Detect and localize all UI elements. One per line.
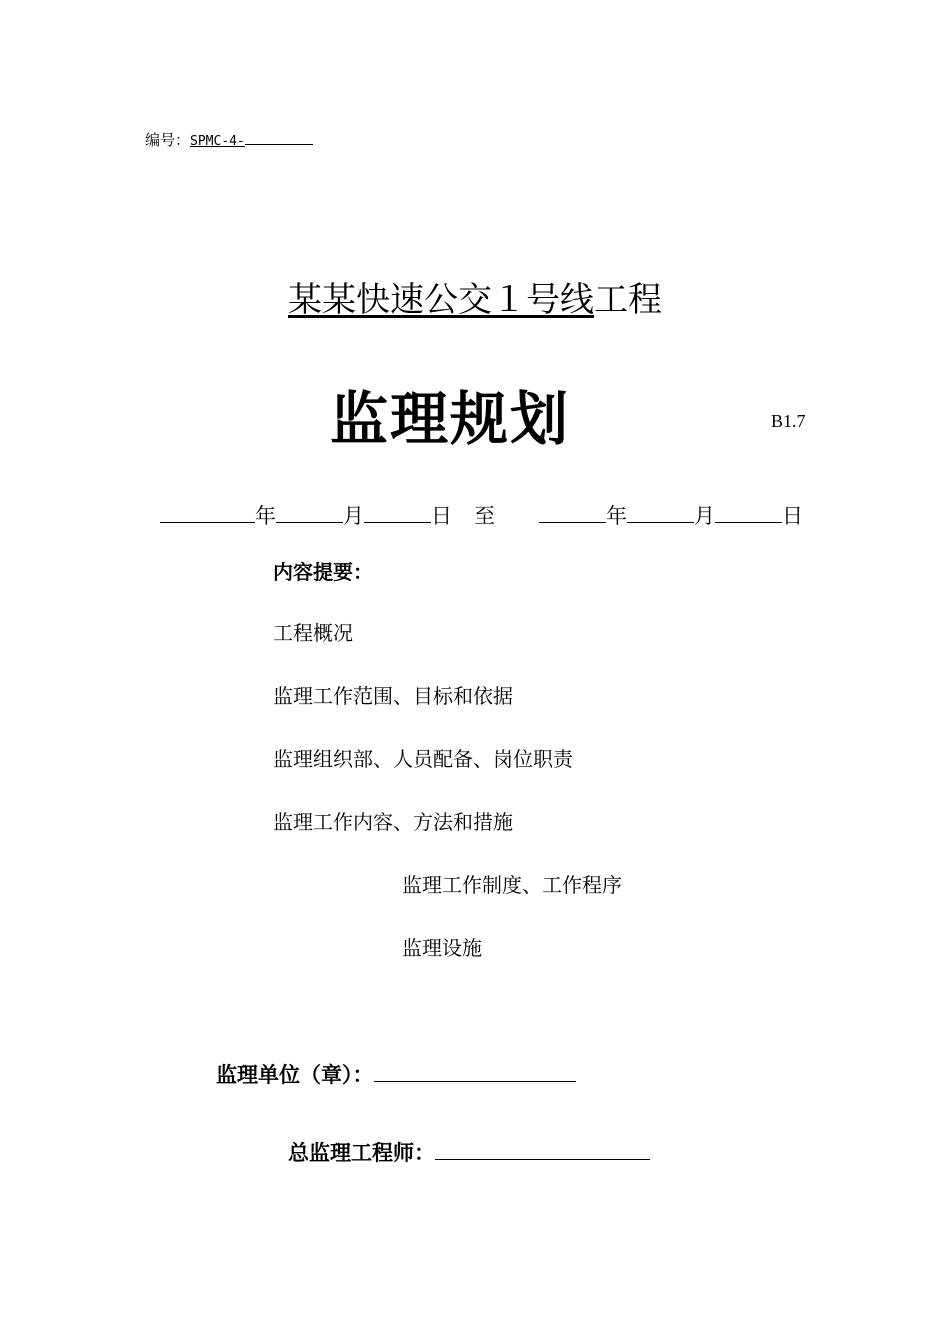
month-label: 月 bbox=[343, 504, 364, 528]
end-day-blank[interactable] bbox=[715, 502, 782, 523]
summary-item: 监理工作制度、工作程序 bbox=[402, 873, 622, 897]
document-number-value: SPMC-4- bbox=[190, 134, 245, 149]
project-title bbox=[0, 272, 950, 321]
document-number-label: 编号： bbox=[145, 131, 191, 149]
start-day-blank[interactable] bbox=[364, 502, 431, 523]
document-number-blank[interactable] bbox=[245, 132, 313, 145]
month-label: 月 bbox=[694, 504, 715, 528]
to-label: 至 bbox=[474, 504, 495, 528]
summary-item: 监理工作范围、目标和依据 bbox=[273, 684, 513, 708]
main-title: 监理规划 bbox=[330, 385, 571, 453]
summary-item: 监理组织部、人员配备、岗位职责 bbox=[273, 747, 573, 771]
summary-item: 工程概况 bbox=[273, 621, 353, 645]
supervision-unit-label: 监理单位（章）： bbox=[216, 1063, 374, 1087]
date-range bbox=[160, 500, 803, 530]
summary-item: 监理设施 bbox=[402, 936, 482, 960]
version-code: B1.7 bbox=[771, 411, 806, 431]
start-month-blank[interactable] bbox=[276, 502, 343, 523]
end-year-blank[interactable] bbox=[539, 502, 606, 523]
document-number bbox=[145, 129, 313, 150]
summary-item: 监理工作内容、方法和措施 bbox=[273, 810, 513, 834]
supervision-unit-blank[interactable] bbox=[374, 1059, 576, 1082]
chief-engineer-label: 总监理工程师： bbox=[288, 1141, 435, 1165]
project-suffix: 工程 bbox=[594, 280, 662, 320]
summary-heading: 内容提要： bbox=[273, 560, 373, 584]
chief-engineer-signature bbox=[288, 1137, 650, 1167]
chief-engineer-blank[interactable] bbox=[435, 1137, 650, 1160]
supervision-unit-signature bbox=[216, 1059, 576, 1089]
day-label: 日 bbox=[431, 504, 452, 528]
day-label: 日 bbox=[782, 504, 803, 528]
project-name: 某某快速公交１号线 bbox=[288, 280, 594, 320]
start-year-blank[interactable] bbox=[160, 502, 255, 523]
year-label: 年 bbox=[606, 504, 627, 528]
end-month-blank[interactable] bbox=[627, 502, 694, 523]
year-label: 年 bbox=[255, 504, 276, 528]
